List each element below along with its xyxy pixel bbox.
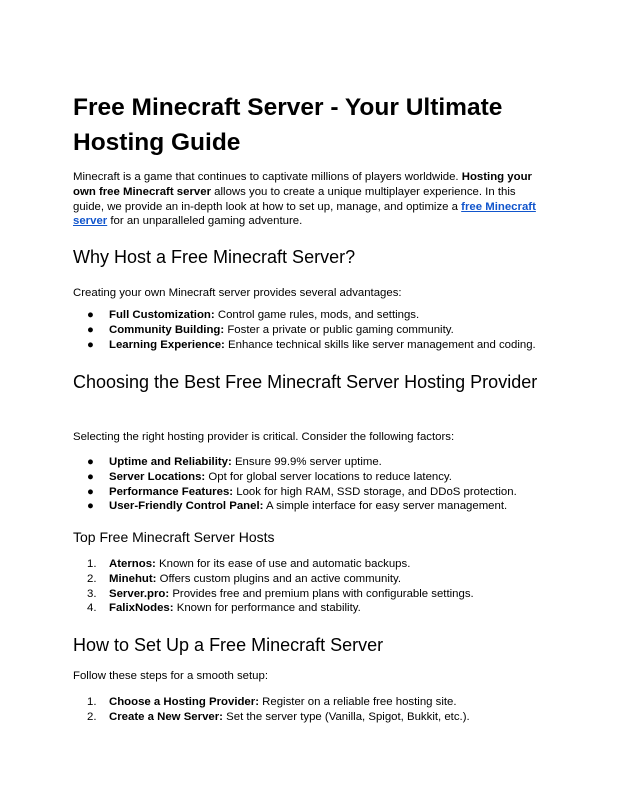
list-number: 2.: [87, 572, 97, 585]
text: Ensure 99.9% server uptime.: [231, 456, 382, 468]
list-item: [73, 323, 548, 338]
page-title: Free Minecraft Server - Your Ultimate Hosting Guide: [73, 94, 503, 156]
bullet-icon: ●: [87, 456, 94, 468]
list-item: [73, 601, 548, 616]
top-hosts-list: [73, 557, 548, 616]
heading-top-hosts: Top Free Minecraft Server Hosts: [73, 529, 275, 545]
list-item: [73, 695, 548, 710]
bullet-icon: ●: [87, 500, 94, 513]
bullet-icon: ●: [87, 485, 94, 498]
bold-text: Community Building:: [109, 323, 225, 336]
list-number: 4.: [87, 602, 97, 615]
text: Control game rules, mods, and settings.: [214, 309, 420, 321]
bold-text: Server Locations:: [109, 470, 206, 483]
intro-paragraph: [73, 170, 548, 229]
text: Provides free and premium plans with configurable settings.: [169, 587, 474, 600]
list-item: [73, 308, 548, 323]
text: for an unparalleled gaming adventure.: [107, 215, 303, 228]
text: allows you to create a unique multiplayer experience. In this guide, we provide an in-depth look at how to set up, manage, and optimize a: [73, 185, 516, 213]
bullet-icon: ●: [87, 338, 94, 351]
advantages-list: [73, 308, 548, 352]
list-item: [73, 338, 548, 353]
list-number: 3.: [87, 587, 97, 600]
bold-text: Aternos:: [109, 558, 156, 570]
list-item: [73, 499, 548, 514]
bold-text: Minehut:: [109, 572, 157, 585]
text: Register on a reliable free hosting site.: [259, 696, 457, 708]
text: Known for its ease of use and automatic backups.: [155, 558, 411, 570]
text: Set the server type (Vanilla, Spigot, Bukkit, etc.).: [222, 710, 470, 723]
bold-text: Full Customization:: [109, 309, 215, 321]
text: Look for high RAM, SSD storage, and DDoS protection.: [233, 485, 517, 498]
list-item: [73, 485, 548, 500]
text: Opt for global server locations to reduce latency.: [205, 470, 452, 483]
paragraph: Follow these steps for a smooth setup:: [73, 670, 269, 682]
text: Foster a private or public gaming community.: [224, 323, 454, 336]
text: Minecraft is a game that continues to captivate millions of players worldwide.: [73, 171, 462, 183]
heading-choosing-provider: Choosing the Best Free Minecraft Server Hosting Provider: [73, 372, 538, 392]
bold-text: Choose a Hosting Provider:: [109, 696, 259, 708]
bold-text: Create a New Server:: [109, 710, 223, 723]
bullet-icon: ●: [87, 323, 94, 336]
factors-list: [73, 455, 548, 514]
bullet-icon: ●: [87, 470, 94, 483]
bold-text: Server.pro:: [109, 587, 170, 600]
bold-text: Learning Experience:: [109, 338, 225, 351]
list-number: 2.: [87, 710, 97, 723]
text: Enhance technical skills like server management and coding.: [224, 338, 536, 351]
text: A simple interface for easy server management.: [263, 500, 508, 513]
text: Offers custom plugins and an active community.: [156, 572, 402, 585]
list-item: [73, 470, 548, 485]
bold-text: User-Friendly Control Panel:: [109, 500, 264, 513]
paragraph: Selecting the right hosting provider is critical. Consider the following factors:: [73, 431, 455, 443]
list-item: [73, 455, 548, 470]
bold-text: FalixNodes:: [109, 602, 174, 615]
setup-steps-list: [73, 695, 548, 725]
list-number: 1.: [87, 696, 97, 708]
paragraph: Creating your own Minecraft server provides several advantages:: [73, 287, 402, 299]
bold-text: Performance Features:: [109, 485, 234, 498]
heading-how-to-setup: How to Set Up a Free Minecraft Server: [73, 635, 384, 655]
text: Known for performance and stability.: [173, 602, 361, 615]
list-number: 1.: [87, 558, 97, 570]
bold-text: Uptime and Reliability:: [109, 456, 232, 468]
free-minecraft-server-link[interactable]: free Minecraft server: [73, 200, 536, 228]
bullet-icon: ●: [87, 309, 94, 321]
bold-text: Hosting your own free Minecraft server: [73, 171, 532, 198]
heading-why-host: Why Host a Free Minecraft Server?: [73, 247, 356, 267]
list-item: [73, 587, 548, 602]
list-item: [73, 557, 548, 572]
list-item: [73, 572, 548, 587]
list-item: [73, 710, 548, 725]
